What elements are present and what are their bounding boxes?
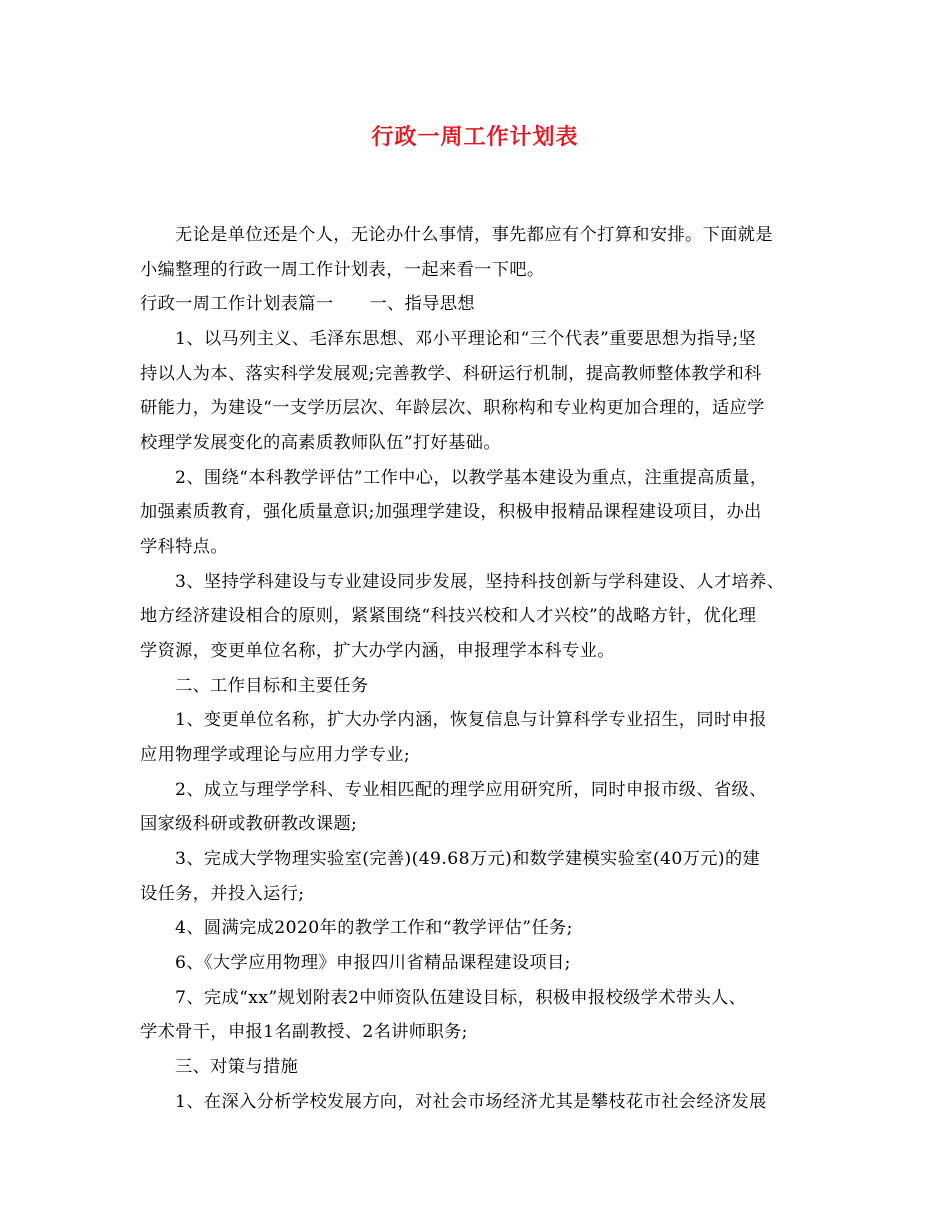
paragraph-line: 研能力，为建设“一支学历层次、年龄层次、职称构和专业构更加合理的，适应学 <box>140 398 765 418</box>
section-heading-line <box>140 292 475 316</box>
paragraph-line: 持以人为本、落实科学发展观;完善教学、科研运行机制，提高教师整体教学和科 <box>140 364 762 384</box>
paragraph-line: 6、《大学应用物理》申报四川省精品课程建设项目; <box>175 953 571 973</box>
paragraph-line: 1、以马列主义、毛泽东思想、邓小平理论和“三个代表”重要思想为指导;坚 <box>175 329 757 349</box>
section-heading: 三、对策与措施 <box>175 1057 299 1077</box>
paragraph-line: 设任务，并投入运行; <box>140 884 305 904</box>
paragraph-line: 应用物理学或理论与应用力学专业; <box>140 745 411 765</box>
section-heading: 一、指导思想 <box>369 294 475 314</box>
paragraph-line: 无论是单位还是个人，无论办什么事情，事先都应有个打算和安排。下面就是 <box>175 225 773 245</box>
paragraph-line: 国家级科研或教研教改课题; <box>140 814 358 834</box>
paragraph-line: 7、完成“xx”规划附表2中师资队伍建设目标，积极申报校级学术带头人、 <box>175 988 747 1008</box>
part-heading: 行政一周工作计划表篇一 <box>140 294 334 314</box>
paragraph-line: 地方经济建设相合的原则，紧紧围绕“科技兴校和人才兴校”的战略方针，优化理 <box>140 606 757 626</box>
paragraph-line: 校理学发展变化的高素质教师队伍”打好基础。 <box>140 433 501 453</box>
paragraph-line: 3、完成大学物理实验室(完善)(49.68万元)和数学建模实验室(40万元)的建 <box>175 849 761 869</box>
paragraph-line: 学资源，变更单位名称，扩大办学内涵，申报理学本科专业。 <box>140 641 615 661</box>
paragraph-line: 1、在深入分析学校发展方向，对社会市场经济尤其是攀枝花市社会经济发展 <box>175 1092 767 1112</box>
document-title: 行政一周工作计划表 <box>371 124 579 150</box>
paragraph-line: 学术骨干，申报1名副教授、2名讲师职务; <box>140 1022 468 1042</box>
section-heading: 二、工作目标和主要任务 <box>175 676 369 696</box>
paragraph-line: 学科特点。 <box>140 537 228 557</box>
paragraph-line: 1、变更单位名称，扩大办学内涵，恢复信息与计算科学专业招生，同时申报 <box>175 710 767 730</box>
paragraph-line: 3、坚持学科建设与专业建设同步发展，坚持科技创新与学科建设、人才培养、 <box>175 572 785 592</box>
paragraph-line: 加强素质教育，强化质量意识;加强理学建设，积极申报精品课程建设项目，办出 <box>140 502 762 522</box>
paragraph-line: 小编整理的行政一周工作计划表，一起来看一下吧。 <box>140 260 545 280</box>
paragraph-line: 4、圆满完成2020年的教学工作和“教学评估”任务; <box>175 918 573 938</box>
paragraph-line: 2、成立与理学学科、专业相匹配的理学应用研究所，同时申报市级、省级、 <box>175 780 767 800</box>
paragraph-line: 2、围绕“本科教学评估”工作中心，以教学基本建设为重点，注重提高质量， <box>175 468 768 488</box>
